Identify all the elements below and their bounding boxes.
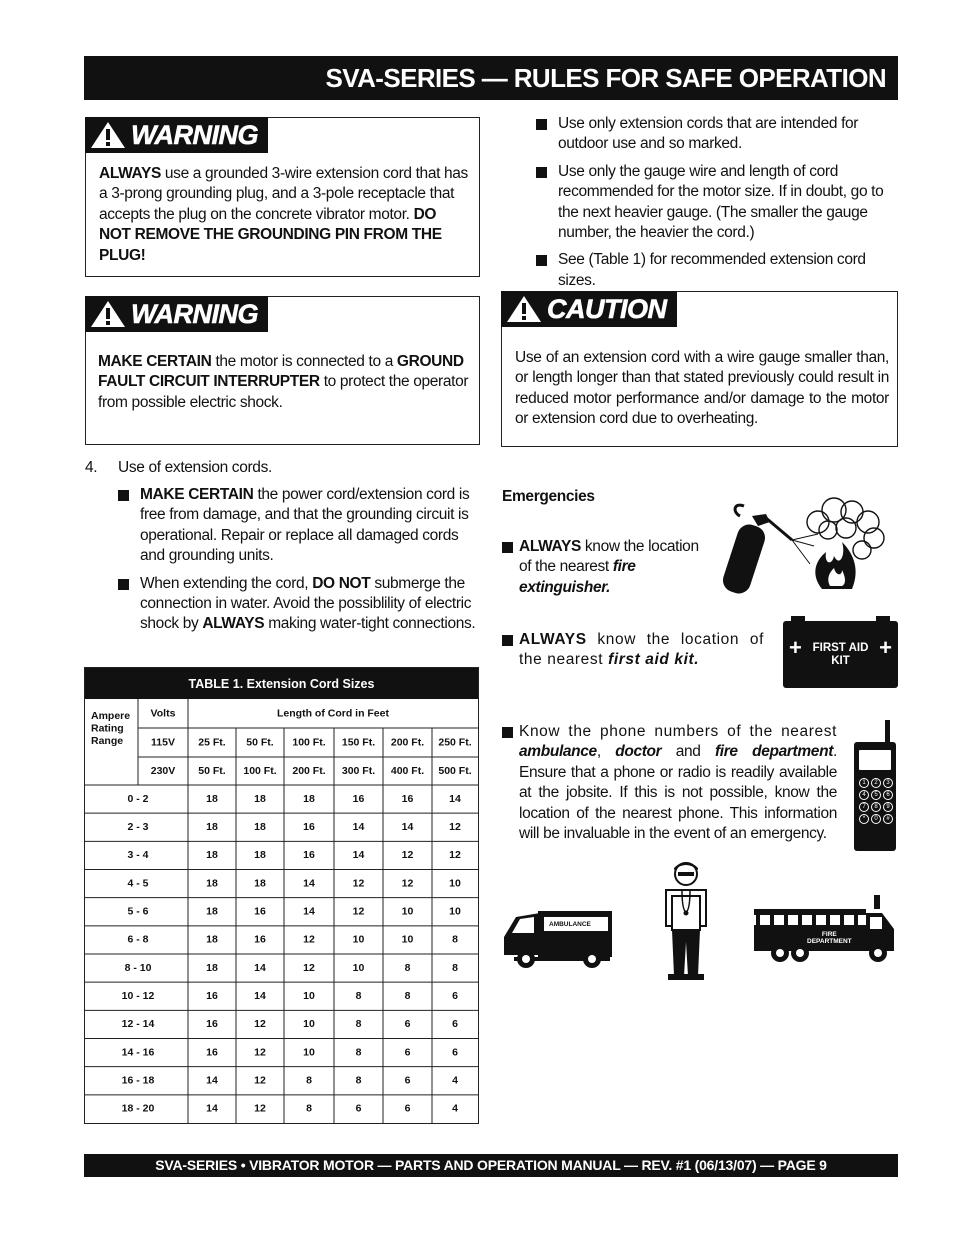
table-gauge-cell: 16 [303,849,315,862]
table-gauge-cell: 18 [254,849,266,862]
table-gauge-cell: 10 [303,1046,315,1059]
table-gauge-cell: 10 [401,905,414,918]
emergency-phone-numbers [502,722,837,851]
table-gauge-cell: 8 [306,1102,312,1115]
table-gauge-cell: 16 [206,990,218,1003]
table-gauge-cell: 14 [254,961,266,974]
table-gauge-cell: 12 [449,821,461,834]
table-range-cell: 6 - 8 [127,933,149,946]
table-range-cell: 10 - 12 [121,990,155,1003]
table-length-cell: 100 Ft. [292,736,326,749]
table-gauge-cell: 14 [303,877,315,890]
table-gauge-cell: 8 [452,961,458,974]
bullet-square-icon [118,490,129,501]
table-gauge-cell: 6 [404,1102,411,1115]
page-title: SVA-SERIES — RULES FOR SAFE OPERATION [84,56,898,100]
warning-tag [85,296,268,332]
table-voltage-label: 230V [150,764,176,777]
table-gauge-cell: 16 [401,792,414,805]
phone-key: # [883,814,893,824]
table-length-cell: 50 Ft. [246,736,274,749]
table-gauge-cell: 4 [452,1074,458,1087]
caution-text: Use of an extension cord with a wire gauge smaller than, or length longer than that stated previously could result in reduced motor performance and/or damage to the motor or extension cord due to overheating. [515,349,889,428]
table-gauge-cell: 12 [254,1074,266,1087]
table-gauge-cell: 14 [352,849,365,862]
warning-triangle-icon [85,296,131,332]
table-gauge-cell: 8 [355,1046,362,1059]
table-gauge-cell: 12 [254,1046,266,1059]
phone-key: 9 [883,802,893,812]
table-gauge-cell: 8 [404,990,411,1003]
table-gauge-cell: 10 [303,1018,315,1031]
fire-label: DEPARTMENT [807,938,852,945]
table-gauge-cell: 18 [206,821,218,834]
table-length-cell: 200 Ft. [292,764,326,777]
table-gauge-cell: 10 [303,990,315,1003]
caution-triangle-icon [501,291,547,327]
fire-label: FIRE [821,931,837,938]
table-gauge-cell: 14 [254,990,266,1003]
warning-label: WARNING [131,119,258,150]
bullet-square-icon [502,727,513,738]
table-gauge-cell: 14 [449,792,461,805]
phone-key: 4 [859,790,869,800]
phone-key: * [859,814,869,824]
table-gauge-cell: 12 [401,877,414,890]
table-gauge-cell: 6 [404,1074,411,1087]
table-gauge-cell: 16 [206,1046,218,1059]
table-gauge-cell: 18 [254,821,266,834]
table-range-cell: 3 - 4 [127,849,149,862]
table-gauge-cell: 8 [306,1074,312,1087]
warning-box-gfci [85,296,480,445]
item-text: Use of extension cords. [118,459,272,476]
table-gauge-cell: 18 [206,792,218,805]
emergency-first-aid [502,630,764,678]
table-length-cell: 150 Ft. [341,736,376,749]
table-length-cell: 500 Ft. [438,764,472,777]
table-gauge-cell: 8 [355,1018,362,1031]
first-aid-kit-icon [783,621,898,688]
caution-label: CAUTION [547,293,667,324]
table-gauge-cell: 10 [401,933,414,946]
fire-truck-icon [752,893,898,970]
list-item: When extending the cord, DO NOT submerge the connection in water. Avoid the possiblility of electric shock by ALWAYS making water-tight connections. [118,574,482,635]
doctor-icon [660,860,712,987]
extension-cord-bullets [536,114,900,298]
list-item: Use only the gauge wire and length of cord recommended for the motor size. If in doubt, go to the next heavier gauge. (The smaller the gauge number, the heavier the cord.) [536,162,900,244]
warning-text: MAKE CERTAIN the motor is connected to a GROUND FAULT CIRCUIT INTERRUPTER to protect the operator from possible electric shock. [98,353,469,411]
table-gauge-cell: 6 [404,1046,411,1059]
table-gauge-cell: 10 [352,933,365,946]
table-gauge-cell: 14 [206,1074,218,1087]
table-gauge-cell: 18 [303,792,315,805]
bullet-square-icon [536,119,547,130]
fire-extinguisher-icon [722,494,892,604]
phone-key: 6 [883,790,893,800]
table-gauge-cell: 12 [352,877,365,890]
phone-key: 0 [871,814,881,824]
table-gauge-cell: 16 [254,905,266,918]
list-item: ALWAYS know the location of the nearest first aid kit. [502,630,764,671]
warning-label: WARNING [131,298,258,329]
table-gauge-cell: 16 [206,1018,218,1031]
first-aid-label: KIT [831,655,850,667]
table-gauge-cell: 16 [254,933,266,946]
table-gauge-cell: 18 [254,792,266,805]
table-gauge-cell: 14 [401,821,414,834]
emergencies-heading: Emergencies [502,488,595,505]
item-4-bullets [118,485,482,642]
table-gauge-cell: 10 [449,877,461,890]
extension-cord-table [84,667,479,1124]
table-length-cell: 200 Ft. [390,736,425,749]
first-aid-label: FIRST AID [812,642,869,654]
table-gauge-cell: 8 [355,990,362,1003]
table-gauge-cell: 6 [355,1102,362,1115]
table-length-cell: 250 Ft. [438,736,472,749]
table-gauge-cell: 14 [303,905,315,918]
list-item: Know the phone numbers of the nearest ambulance, doctor and fire department. Ensure that a phone or radio is readily available at the jobsite. If this is not possible, know the location of the nearest phone. This information will be invaluable in the event of an emergency. [502,722,837,844]
list-item: See (Table 1) for recommended extension cord sizes. [536,250,900,291]
table-gauge-cell: 12 [352,905,365,918]
table-gauge-cell: 12 [254,1018,266,1031]
table-gauge-cell: 6 [404,1018,411,1031]
table-gauge-cell: 12 [303,961,315,974]
table-voltage-label: 115V [151,736,175,749]
table-gauge-cell: 6 [452,1046,458,1059]
ambulance-icon [502,905,614,975]
table-gauge-cell: 16 [352,792,365,805]
table-gauge-cell: 18 [206,933,218,946]
table-gauge-cell: 18 [206,961,218,974]
table-gauge-cell: 6 [452,990,458,1003]
table-gauge-cell: 12 [449,849,461,862]
table-gauge-cell: 10 [352,961,365,974]
table-range-cell: 4 - 5 [127,877,149,890]
emergency-fire-extinguisher [502,537,712,605]
table-gauge-cell: 18 [206,905,218,918]
table-gauge-cell: 4 [452,1102,458,1115]
table-range-cell: 18 - 20 [121,1102,155,1115]
table-length-cell: 100 Ft. [243,764,277,777]
table-length-cell: 25 Ft. [198,736,226,749]
warning-box-grounding [85,117,480,277]
caution-tag [501,291,677,327]
table-length-cell: 50 Ft. [198,764,226,777]
list-item: Use only extension cords that are intended for outdoor use and so marked. [536,114,900,155]
bullet-square-icon [502,635,513,646]
phone-key: 1 [859,778,869,788]
table-gauge-cell: 8 [452,933,458,946]
table-gauge-cell: 18 [254,877,266,890]
table-range-cell: 16 - 18 [121,1074,155,1087]
table-range-cell: 2 - 3 [127,821,149,834]
table-title: TABLE 1. Extension Cord Sizes [188,676,375,691]
table-row-header: Range [91,734,124,747]
item-number: 4. [85,459,98,476]
page-footer: SVA-SERIES • VIBRATOR MOTOR — PARTS AND OPERATION MANUAL — REV. #1 (06/13/07) — PAGE 9 [84,1154,898,1177]
plus-icon: + [789,635,802,660]
table-gauge-cell: 18 [206,877,218,890]
table-length-header: Length of Cord in Feet [277,707,389,720]
table-length-cell: 300 Ft. [341,764,376,777]
phone-key: 5 [871,790,881,800]
bullet-square-icon [502,542,513,553]
table-gauge-cell: 12 [401,849,414,862]
table-gauge-cell: 18 [206,849,218,862]
warning-text: ALWAYS use a grounded 3-wire extension cord that has a 3-prong grounding plug, and a 3-pole receptacle that accepts the plug on the concrete vibrator motor. DO NOT REMOVE THE GROUNDING PIN FROM THE PLUG! [99,165,468,264]
phone-key: 7 [859,802,869,812]
warning-triangle-icon [85,117,131,153]
table-range-cell: 8 - 10 [124,961,152,974]
phone-key: 3 [883,778,893,788]
table-range-cell: 5 - 6 [127,905,149,918]
ambulance-label: AMBULANCE [549,921,591,928]
table-gauge-cell: 14 [352,821,365,834]
table-volts-header: Volts [150,707,176,720]
table-range-cell: 12 - 14 [121,1018,155,1031]
table-row-header: Ampere [91,709,131,722]
table-gauge-cell: 12 [303,933,315,946]
warning-tag [85,117,268,153]
bullet-square-icon [118,579,129,590]
table-range-cell: 0 - 2 [127,792,149,805]
bullet-square-icon [536,255,547,266]
list-item: ALWAYS know the location of the nearest fire extinguisher. [502,537,712,598]
table-gauge-cell: 8 [355,1074,362,1087]
table-gauge-cell: 10 [449,905,461,918]
table-gauge-cell: 8 [404,961,411,974]
table-gauge-cell: 16 [303,821,315,834]
plus-icon: + [879,635,892,660]
bullet-square-icon [536,167,547,178]
table-length-cell: 400 Ft. [390,764,425,777]
phone-key: 8 [871,802,881,812]
table-gauge-cell: 6 [452,1018,458,1031]
phone-key: 2 [871,778,881,788]
table-gauge-cell: 14 [206,1102,218,1115]
table-row-header: Rating [91,722,124,735]
caution-box [501,291,898,447]
table-range-cell: 14 - 16 [121,1046,155,1059]
table-gauge-cell: 12 [254,1102,266,1115]
list-item: MAKE CERTAIN the power cord/extension cord is free from damage, and that the grounding circuit is operational. Repair or replace all damaged cords and grounding units. [118,485,482,567]
phone-icon [854,720,896,851]
